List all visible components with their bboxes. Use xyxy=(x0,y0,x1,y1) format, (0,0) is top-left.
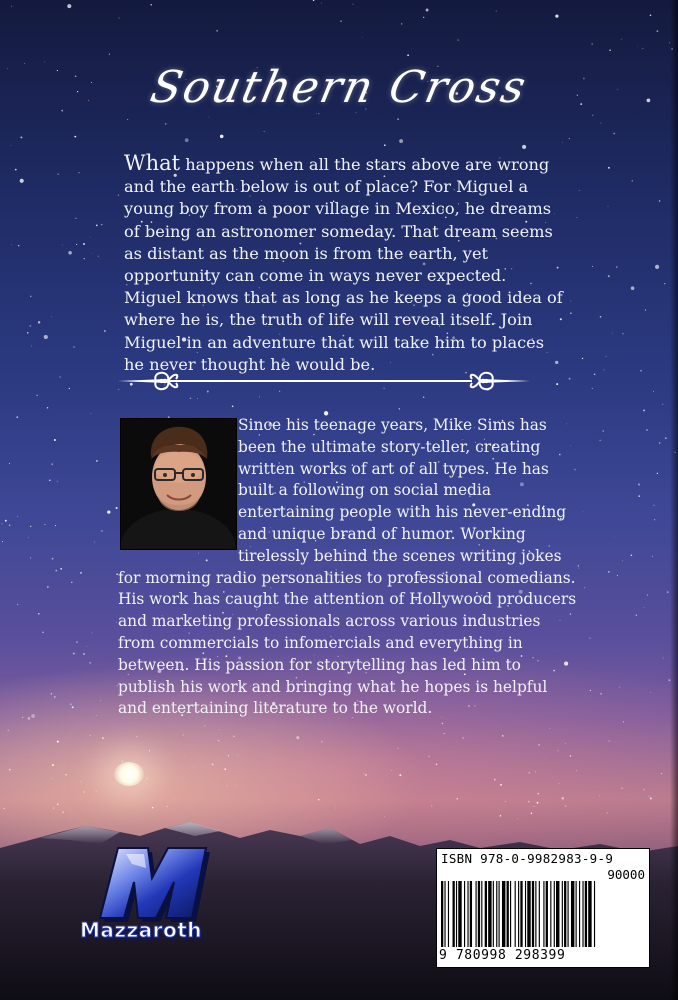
author-bio-text: Since his teenage years, Mike Sims has been the ultimate story-teller, creating written works of art of all types. He has built a following on social media entertaining people with his never-ending and unique brand of humor. Working tirelessly behind the scenes writing jokes for morning radio personalities to professional comedians. His work has caught the attention of Hollywood producers and marketing professionals across various industries from commercials to infomercials and everything in between. His passion for storytelling has led him to publish his work and bringing what he hopes is helpful and entertaining literature to the world. xyxy=(118,416,577,718)
price-code: 90000 xyxy=(607,867,645,882)
bio-photo-spacer xyxy=(118,415,238,550)
ornamental-divider-icon xyxy=(116,366,532,396)
barcode-label xyxy=(436,848,650,968)
blurb-text: happens when all the stars above are wrong and the earth below is out of place? For Miguel a young boy from a poor village in Mexico, he dreams of being an astronomer someday. That dream seems as distant as the moon is from the earth, yet opportunity can come in ways never expected. Miguel knows that as long as he keeps a good idea of where he is, the truth of life will reveal itself. Join Miguel in an adventure that will take him to places he never thought he would be. xyxy=(124,155,563,374)
barcode-number: 9 780998 298399 xyxy=(439,948,566,963)
publisher-name: Mazzaroth xyxy=(79,918,203,942)
author-bio xyxy=(118,415,578,720)
book-blurb xyxy=(124,152,564,376)
barcode-bars xyxy=(441,881,645,947)
spine-shadow xyxy=(670,0,678,1000)
book-title: Southern Cross xyxy=(146,62,532,113)
moon xyxy=(114,762,144,786)
blurb-lead-word: What xyxy=(124,151,181,175)
isbn-text: ISBN 978-0-9982983-9-9 xyxy=(441,851,614,866)
